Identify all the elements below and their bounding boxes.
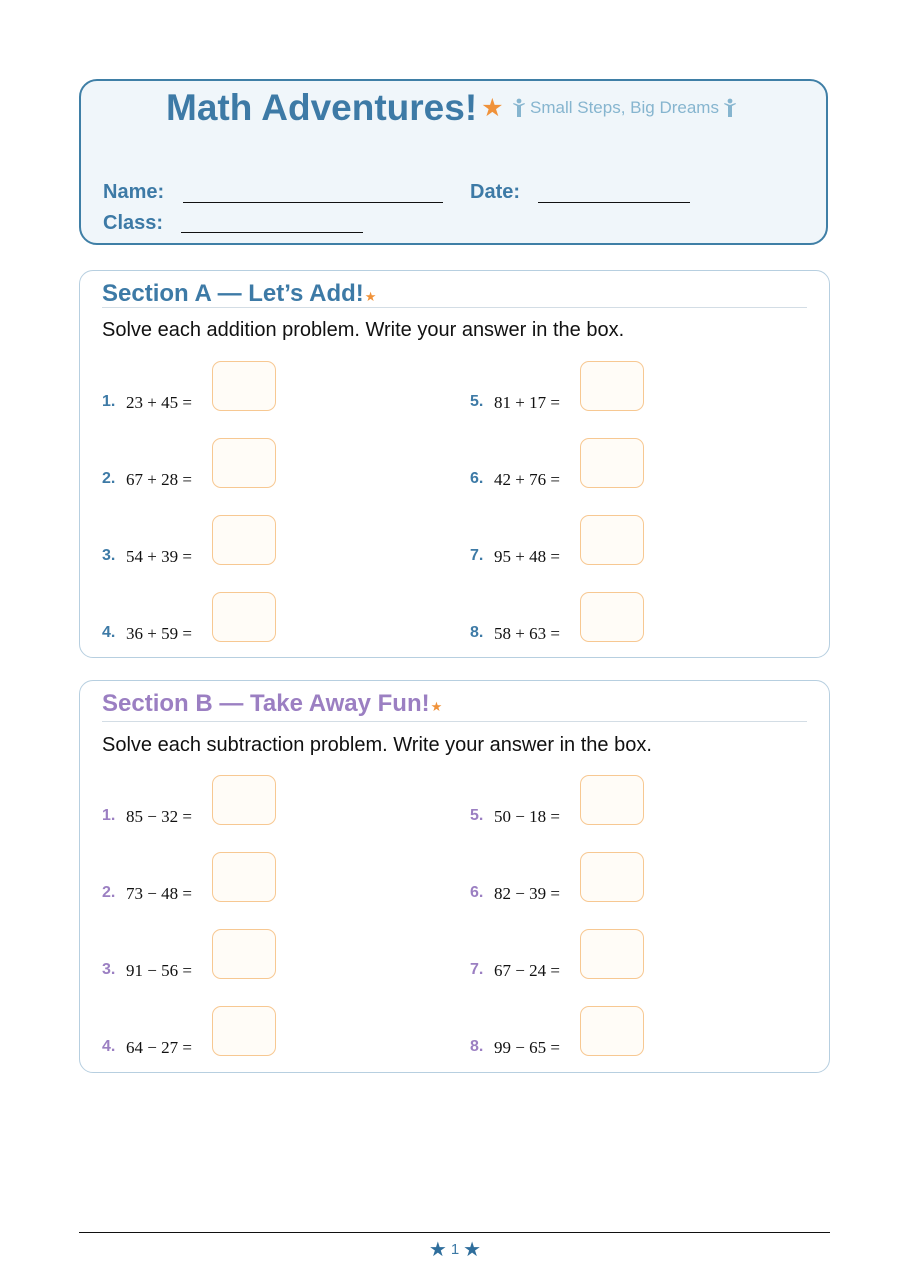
problem-number: 5. bbox=[470, 807, 484, 824]
problem-number: 7. bbox=[470, 961, 484, 978]
problem-number: 3. bbox=[102, 961, 116, 978]
problem-item bbox=[470, 592, 670, 644]
section-b-title bbox=[102, 690, 442, 718]
problem-expression: 95 + 48 = bbox=[494, 547, 560, 566]
problem-number: 5. bbox=[470, 393, 484, 410]
problem-number: 6. bbox=[470, 884, 484, 901]
problem-number: 3. bbox=[102, 547, 116, 564]
problem-number: 1. bbox=[102, 807, 116, 824]
section-b-title-text: Section B — Take Away Fun! bbox=[102, 690, 430, 717]
answer-box[interactable] bbox=[212, 515, 276, 565]
problem-number: 8. bbox=[470, 1038, 484, 1055]
star-icon: ★ bbox=[481, 94, 504, 122]
answer-box[interactable] bbox=[580, 438, 644, 488]
title-divider bbox=[102, 307, 807, 308]
problem-number: 4. bbox=[102, 1038, 116, 1055]
title-row bbox=[81, 87, 826, 129]
section-a-instructions: Solve each addition problem. Write your answer in the box. bbox=[102, 319, 625, 341]
problem-item bbox=[102, 775, 302, 827]
problem-expression: 54 + 39 = bbox=[126, 547, 192, 566]
problem-item bbox=[102, 515, 302, 567]
answer-box[interactable] bbox=[580, 361, 644, 411]
worksheet-title: Math Adventures! bbox=[166, 87, 478, 128]
problem-expression: 67 + 28 = bbox=[126, 470, 192, 489]
problem-expression: 42 + 76 = bbox=[494, 470, 560, 489]
answer-box[interactable] bbox=[212, 361, 276, 411]
problem-number: 6. bbox=[470, 470, 484, 487]
page-number: 1 bbox=[450, 1241, 460, 1258]
problem-item bbox=[470, 515, 670, 567]
problem-item bbox=[470, 775, 670, 827]
problem-expression: 23 + 45 = bbox=[126, 393, 192, 412]
problem-expression: 85 − 32 = bbox=[126, 807, 192, 826]
problem-number: 2. bbox=[102, 470, 116, 487]
problem-expression: 36 + 59 = bbox=[126, 624, 192, 643]
problem-item bbox=[470, 1006, 670, 1058]
problem-expression: 73 − 48 = bbox=[126, 884, 192, 903]
answer-box[interactable] bbox=[580, 515, 644, 565]
star-icon: ★ bbox=[463, 1239, 482, 1261]
class-field[interactable] bbox=[181, 232, 363, 233]
name-label: Name: bbox=[103, 181, 165, 203]
star-icon: ★ bbox=[428, 1239, 447, 1261]
problem-number: 7. bbox=[470, 547, 484, 564]
problem-item bbox=[102, 592, 302, 644]
answer-box[interactable] bbox=[212, 929, 276, 979]
date-label: Date: bbox=[470, 181, 521, 203]
tagline: Small Steps, Big Dreams bbox=[530, 98, 719, 117]
person-icon bbox=[512, 98, 526, 118]
answer-box[interactable] bbox=[212, 438, 276, 488]
section-b-instructions: Solve each subtraction problem. Write your answer in the box. bbox=[102, 734, 652, 756]
star-icon: ★ bbox=[364, 289, 377, 304]
problem-expression: 82 − 39 = bbox=[494, 884, 560, 903]
problem-expression: 58 + 63 = bbox=[494, 624, 560, 643]
problem-number: 1. bbox=[102, 393, 116, 410]
problem-expression: 64 − 27 = bbox=[126, 1038, 192, 1057]
problem-item bbox=[102, 361, 302, 413]
answer-box[interactable] bbox=[580, 929, 644, 979]
answer-box[interactable] bbox=[212, 775, 276, 825]
problem-expression: 91 − 56 = bbox=[126, 961, 192, 980]
section-a-title-text: Section A — Let’s Add! bbox=[102, 280, 364, 307]
answer-box[interactable] bbox=[580, 852, 644, 902]
answer-box[interactable] bbox=[212, 1006, 276, 1056]
answer-box[interactable] bbox=[580, 1006, 644, 1056]
footer-divider bbox=[79, 1232, 830, 1233]
date-field[interactable] bbox=[538, 202, 690, 203]
section-a bbox=[79, 270, 830, 658]
problem-expression: 50 − 18 = bbox=[494, 807, 560, 826]
problem-expression: 99 − 65 = bbox=[494, 1038, 560, 1057]
problem-item bbox=[102, 438, 302, 490]
title-divider bbox=[102, 721, 807, 722]
problem-expression: 67 − 24 = bbox=[494, 961, 560, 980]
person-icon bbox=[723, 98, 737, 118]
problem-item bbox=[102, 852, 302, 904]
problem-number: 8. bbox=[470, 624, 484, 641]
problem-expression: 81 + 17 = bbox=[494, 393, 560, 412]
answer-box[interactable] bbox=[212, 852, 276, 902]
name-field[interactable] bbox=[183, 202, 443, 203]
problem-item bbox=[470, 438, 670, 490]
page-footer bbox=[0, 1237, 910, 1262]
problem-item bbox=[102, 1006, 302, 1058]
problem-item bbox=[470, 361, 670, 413]
section-a-title bbox=[102, 280, 376, 308]
problem-item bbox=[470, 929, 670, 981]
star-icon: ★ bbox=[430, 699, 443, 714]
answer-box[interactable] bbox=[580, 592, 644, 642]
problem-item bbox=[102, 929, 302, 981]
worksheet-header bbox=[79, 79, 828, 245]
problem-number: 2. bbox=[102, 884, 116, 901]
class-label: Class: bbox=[103, 212, 164, 234]
answer-box[interactable] bbox=[212, 592, 276, 642]
problem-number: 4. bbox=[102, 624, 116, 641]
section-b bbox=[79, 680, 830, 1073]
problem-item bbox=[470, 852, 670, 904]
answer-box[interactable] bbox=[580, 775, 644, 825]
